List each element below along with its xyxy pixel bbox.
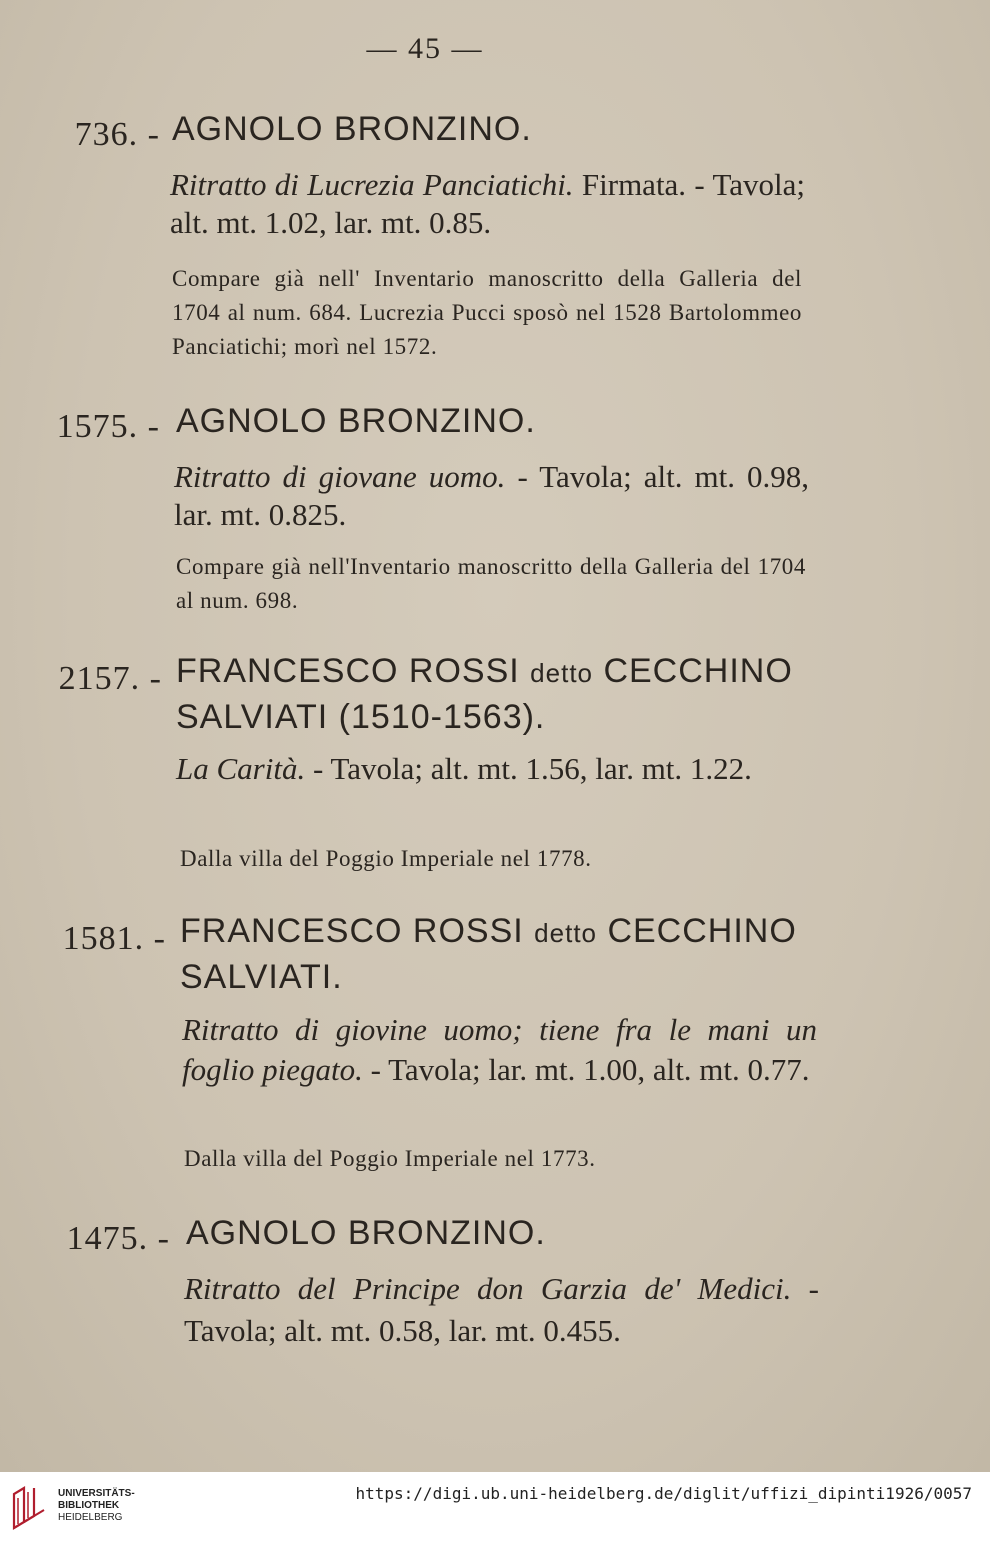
entry-note: Dalla villa del Poggio Imperiale nel 1778. [180,846,592,871]
title-rest: - Tavola; alt. mt. 1.56, lar. mt. 1.22. [312,751,752,786]
university-library-logo-icon [10,1484,50,1532]
title-italic: Ritratto di giovine uomo; tiene fra le mani un foglio piegato. [182,1012,817,1087]
logo-line-3: HEIDELBERG [58,1512,123,1523]
logo-line-1: UNIVERSITÄTS- [58,1488,135,1499]
logo-line-2: BIBLIOTHEK [58,1500,120,1511]
entry-note: Compare già nell'Inventario manoscritto della Galleria del 1704 al num. 698. [176,554,806,613]
entry-number: 2157. - [58,660,162,697]
page-number: — 45 — [366,32,484,65]
entry-title [174,458,809,534]
artist-name: FRANCESCO ROSSI [180,912,524,950]
entry-title [170,166,805,242]
artist-name: AGNOLO BRONZINO. [176,402,536,440]
artist-detto: detto [534,918,597,948]
entry-note: Compare già nell' Inventario manoscritto della Galleria del 1704 al num. 684. Lucrezia Pucci sposò nel 1528 Bartolommeo Panciatichi; morì nel 1572. [172,266,802,359]
entry-title [176,750,811,788]
artist-nickname: CECCHINO [603,652,793,690]
entry-number: 736. - [74,116,160,153]
title-rest: - Tavola; lar. mt. 1.00, alt. mt. 0.77. [370,1052,810,1087]
entry-artist [176,402,536,441]
entry-artist [172,110,532,149]
title-rest: Firmata. - Tavola; alt. mt. 1.02, lar. mt. 0.85. [170,167,805,240]
title-italic: Ritratto di Lucrezia Panciatichi. [170,167,574,202]
entry-title [184,1268,819,1352]
title-italic: Ritratto di giovane uomo. [174,459,506,494]
title-rest: - Tavola; alt. mt. 0.98, lar. mt. 0.825. [174,459,810,532]
title-italic: Ritratto del Principe don Garzia de' Medici. [184,1271,792,1306]
entry-artist [176,652,793,691]
artist-detto: detto [530,658,593,688]
entry-artist [180,912,797,951]
artist-line2: SALVIATI. [180,958,343,996]
library-name [58,1488,135,1524]
title-rest: - Tavola; alt. mt. 0.58, lar. mt. 0.455. [184,1271,819,1348]
entry-number: 1575. - [56,408,160,445]
entry-number: 1581. - [62,920,166,957]
artist-line2: SALVIATI (1510-1563). [176,698,546,736]
entry-artist [186,1214,546,1253]
entry-number: 1475. - [66,1220,170,1257]
artist-name: FRANCESCO ROSSI [176,652,520,690]
artist-nickname: CECCHINO [607,912,797,950]
entry-note: Dalla villa del Poggio Imperiale nel 1773. [184,1146,596,1171]
artist-name: AGNOLO BRONZINO. [172,110,532,148]
entry-title [182,1010,817,1090]
artist-name: AGNOLO BRONZINO. [186,1214,546,1252]
title-italic: La Carità. [176,751,306,786]
source-url[interactable]: https://digi.ub.uni-heidelberg.de/diglit/uffizi_dipinti1926/0057 [355,1484,972,1503]
footer-bar [0,1472,990,1544]
